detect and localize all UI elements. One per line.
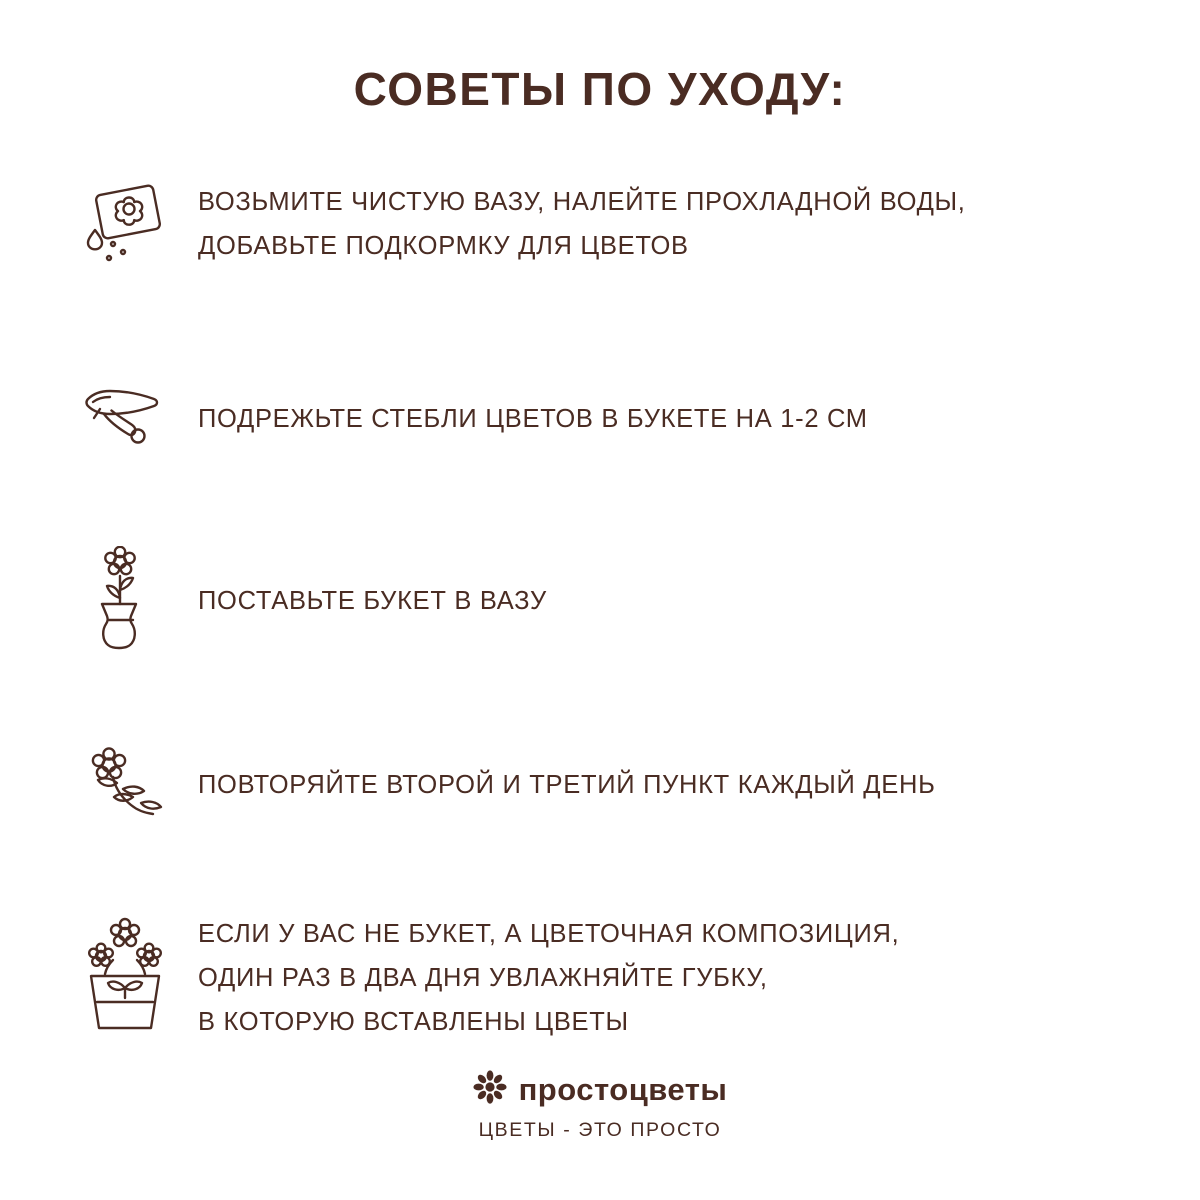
flower-stem-icon: [70, 745, 180, 823]
tip-line: В КОТОРУЮ ВСТАВЛЕНЫ ЦВЕТЫ: [198, 1008, 629, 1036]
footer-logo: [0, 1070, 1200, 1142]
list-item: [0, 910, 1200, 1044]
tip-line: ПОДРЕЖЬТЕ СТЕБЛИ ЦВЕТОВ В БУКЕТЕ НА 1-2 СМ: [198, 405, 868, 433]
tip-text: [180, 577, 547, 623]
flower-in-vase-icon: [70, 546, 180, 654]
list-item: [0, 178, 1200, 298]
tip-line: ЕСЛИ У ВАС НЕ БУКЕТ, А ЦВЕТОЧНАЯ КОМПОЗИЦИЯ,: [198, 920, 900, 948]
tip-text: [180, 761, 936, 807]
page-title: СОВЕТЫ ПО УХОДУ:: [353, 63, 847, 115]
list-item: [0, 358, 1200, 478]
daisy-flower-icon: [473, 1070, 507, 1109]
brand-row: [473, 1070, 728, 1109]
tip-text: [180, 395, 868, 441]
flower-food-packet-icon: [70, 178, 180, 268]
pruning-shears-icon: [70, 381, 180, 455]
flower-basket-icon: [70, 910, 180, 1038]
tip-line: ДОБАВЬТЕ ПОДКОРМКУ ДЛЯ ЦВЕТОВ: [198, 232, 689, 260]
tip-line: ОДИН РАЗ В ДВА ДНЯ УВЛАЖНЯЙТЕ ГУБКУ,: [198, 964, 768, 992]
brand-name: простоцветы: [518, 1071, 728, 1107]
list-item: [0, 724, 1200, 844]
tip-line: ВОЗЬМИТЕ ЧИСТУЮ ВАЗУ, НАЛЕЙТЕ ПРОХЛАДНОЙ ВОДЫ,: [198, 188, 966, 216]
tip-line: ПОВТОРЯЙТЕ ВТОРОЙ И ТРЕТИЙ ПУНКТ КАЖДЫЙ ДЕНЬ: [198, 771, 936, 799]
list-item: [0, 540, 1200, 660]
brand-tagline: ЦВЕТЫ - ЭТО ПРОСТО: [478, 1119, 722, 1141]
tips-list: [0, 178, 1200, 1044]
tip-line: ПОСТАВЬТЕ БУКЕТ В ВАЗУ: [198, 587, 547, 615]
tip-text: [180, 178, 966, 268]
tip-text: [180, 910, 899, 1044]
